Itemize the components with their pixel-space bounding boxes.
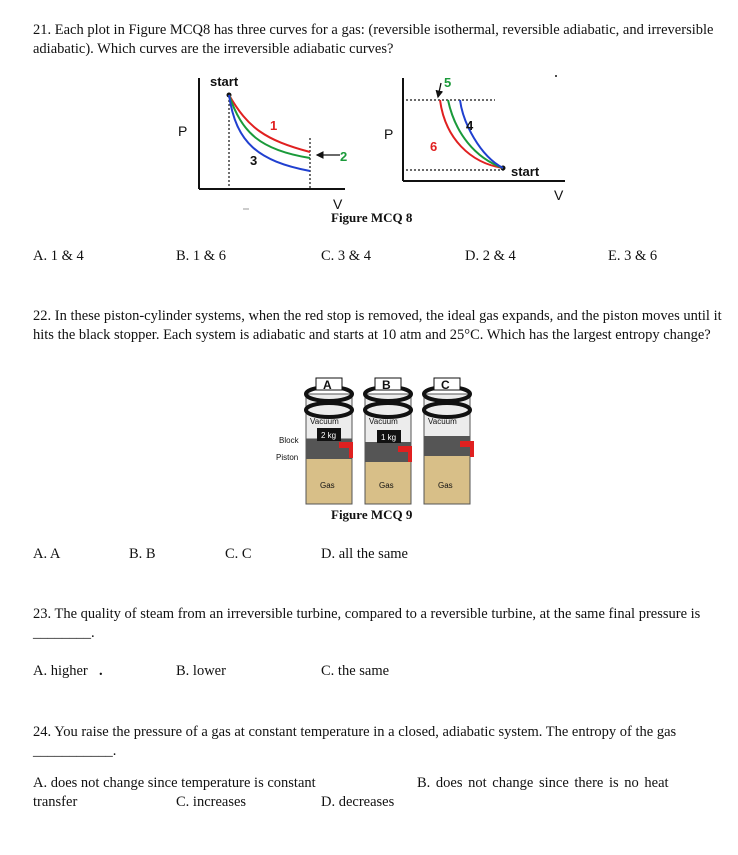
cylinder-b-vacuum: Vacuum (369, 417, 398, 426)
figure-mcq9 (270, 374, 490, 510)
right-start-label: start (511, 164, 540, 179)
cylinder-a-gas: Gas (320, 481, 335, 490)
curve-label-5: 5 (444, 75, 452, 90)
curve-label-2: 2 (340, 149, 348, 164)
figure-mcq9-caption: Figure MCQ 9 (331, 507, 413, 522)
right-v-axis-label: V (554, 187, 564, 203)
cylinder-c-gas: Gas (438, 481, 453, 490)
q23-option-c[interactable]: C. the same (321, 663, 390, 679)
q22-option-a[interactable]: A. A (33, 546, 61, 562)
question-24-text: 24. You raise the pressure of a gas at constant temperature in a closed, adiabatic system. The entropy of the gas ___________. (33, 724, 677, 759)
q24-option-b-line2[interactable]: transfer (33, 794, 78, 810)
q24-option-a[interactable]: A. does not change since temperature is constant (33, 775, 316, 791)
q21-option-a[interactable]: A. 1 & 4 (33, 248, 84, 264)
cylinder-b-gas: Gas (379, 481, 394, 490)
q21-option-c[interactable]: C. 3 & 4 (321, 248, 371, 264)
q23-option-a-mark: . (99, 663, 103, 679)
figure-mcq8 (170, 68, 590, 228)
figure-mcq8-caption: Figure MCQ 8 (331, 210, 413, 225)
q24-option-d[interactable]: D. decreases (321, 794, 395, 810)
q23-option-b[interactable]: B. lower (176, 663, 226, 679)
curve-label-4: 4 (466, 118, 474, 133)
right-p-axis-label: P (384, 126, 394, 142)
q22-option-b[interactable]: B. B (129, 546, 156, 562)
left-start-label: start (210, 74, 239, 89)
question-21-text: 21. Each plot in Figure MCQ8 has three curves for a gas: (reversible isothermal, reversible adiabatic, and irreversible adiabatic). Which curves are the irreversible adiabatic curves? (33, 22, 714, 57)
cylinder-b-block: 1 kg (381, 433, 397, 442)
left-pv-plot (199, 78, 348, 189)
q21-option-b[interactable]: B. 1 & 6 (176, 248, 226, 264)
left-p-axis-label: P (178, 123, 188, 139)
q22-option-c[interactable]: C. C (225, 546, 252, 562)
cylinder-c-vacuum: Vacuum (428, 417, 457, 426)
q21-option-d[interactable]: D. 2 & 4 (465, 248, 516, 264)
piston-label: Piston (276, 453, 299, 462)
question-22-text: 22. In these piston-cylinder systems, when the red stop is removed, the ideal gas expands, and the piston moves until it hits the black stopper. Each system is adiabatic and starts at 10 atm and 25°C. Which has the largest entropy change? (33, 308, 722, 343)
block-label: Block (279, 436, 299, 445)
curve-label-6: 6 (430, 139, 438, 154)
right-pv-plot (403, 76, 565, 181)
cylinder-a-vacuum: Vacuum (310, 417, 339, 426)
q21-option-e[interactable]: E. 3 & 6 (608, 248, 658, 264)
cylinder-c-letter: C (441, 378, 450, 392)
curve-label-1: 1 (270, 118, 278, 133)
q22-option-d[interactable]: D. all the same (321, 546, 408, 562)
cylinder-b-letter: B (382, 378, 391, 392)
q23-option-a[interactable]: A. higher (33, 663, 88, 679)
question-23-text: 23. The quality of steam from an irreversible turbine, compared to a reversible turbine, at the same final pressure is ________. (33, 606, 701, 641)
left-v-axis-label: V (333, 196, 343, 212)
cylinder-a-letter: A (323, 378, 332, 392)
q24-option-c[interactable]: C. increases (176, 794, 247, 810)
cylinder-a-block: 2 kg (321, 431, 337, 440)
q24-option-b-line1[interactable]: B. does not change since there is no heat (417, 775, 669, 791)
curve-label-3: 3 (250, 153, 258, 168)
